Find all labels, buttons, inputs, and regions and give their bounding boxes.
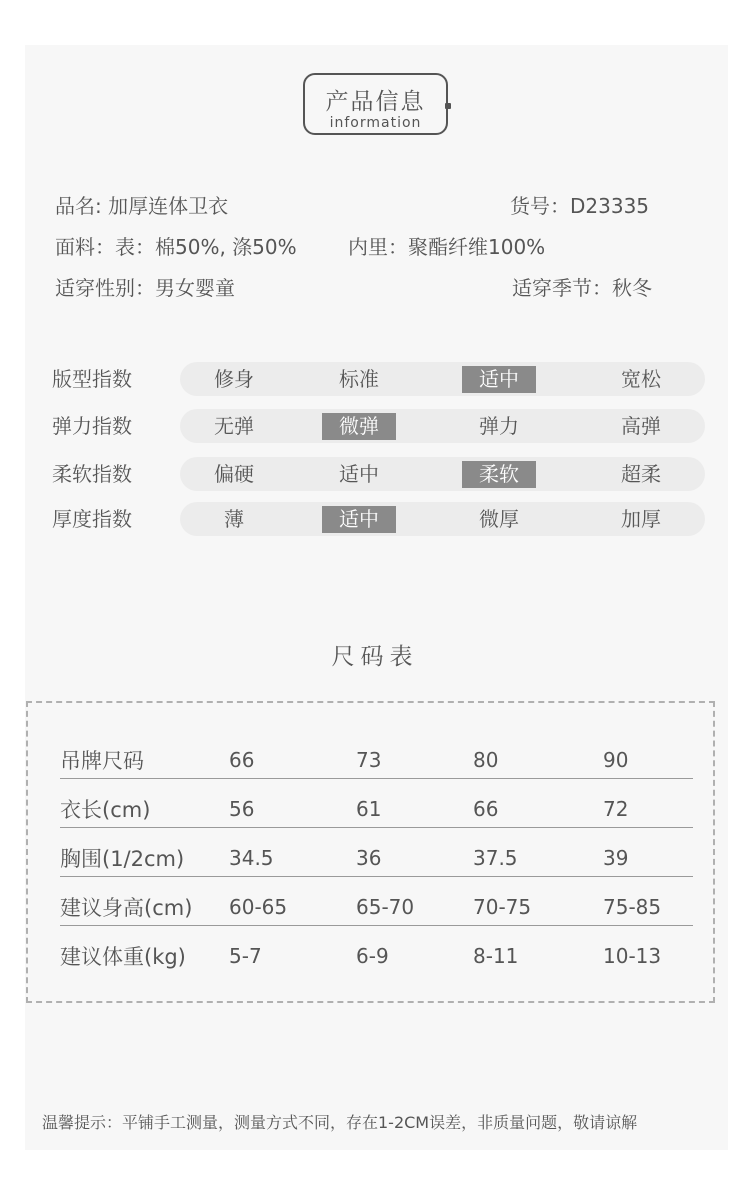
size-cell: 80 xyxy=(473,748,499,772)
index-option: 标准 xyxy=(339,367,379,391)
size-cell: 5-7 xyxy=(229,944,262,968)
index-option: 宽松 xyxy=(621,367,661,391)
index-option: 高弹 xyxy=(621,414,661,438)
index-option-selected: 柔软 xyxy=(462,461,536,488)
size-cell: 6-9 xyxy=(356,944,389,968)
size-cell: 75-85 xyxy=(603,895,662,919)
size-cell: 56 xyxy=(229,797,255,821)
row-divider xyxy=(60,827,693,828)
index-label: 柔软指数 xyxy=(52,462,132,486)
size-cell: 90 xyxy=(603,748,629,772)
fabric-material: 面料：表：棉50%, 涤50% xyxy=(55,235,297,259)
index-scale xyxy=(180,502,705,536)
index-option: 超柔 xyxy=(621,462,661,486)
index-scale xyxy=(180,409,705,443)
size-cell: 70-75 xyxy=(473,895,532,919)
size-cell: 10-13 xyxy=(603,944,662,968)
size-cell: 60-65 xyxy=(229,895,288,919)
size-cell: 61 xyxy=(356,797,382,821)
index-option-selected: 适中 xyxy=(322,506,396,533)
index-option-selected: 微弹 xyxy=(322,413,396,440)
index-option: 适中 xyxy=(339,462,379,486)
size-cell: 36 xyxy=(356,846,382,870)
size-cell: 73 xyxy=(356,748,382,772)
season: 适穿季节：秋冬 xyxy=(512,276,652,300)
target-gender: 适穿性别：男女婴童 xyxy=(55,276,235,300)
size-cell: 39 xyxy=(603,846,629,870)
index-option: 偏硬 xyxy=(214,462,254,486)
index-label: 版型指数 xyxy=(52,367,132,391)
section-title-badge xyxy=(303,73,448,135)
size-cell: 8-11 xyxy=(473,944,519,968)
size-cell: 37.5 xyxy=(473,846,518,870)
measurement-note: 温馨提示：平铺手工测量，测量方式不同，存在1-2CM误差，非质量问题，敬请谅解 xyxy=(42,1113,638,1132)
size-cell: 72 xyxy=(603,797,629,821)
row-divider xyxy=(60,925,693,926)
size-cell: 66 xyxy=(229,748,255,772)
size-table-title: 尺码表 xyxy=(331,644,419,670)
size-row-label: 胸围(1/2cm) xyxy=(60,847,185,871)
index-option: 修身 xyxy=(214,367,254,391)
size-row-label: 建议身高(cm) xyxy=(60,896,193,920)
index-option: 薄 xyxy=(224,507,244,531)
item-number: 货号：D23335 xyxy=(510,194,650,218)
index-label: 弹力指数 xyxy=(52,414,132,438)
size-row-label: 衣长(cm) xyxy=(60,798,151,822)
section-subtitle: information xyxy=(329,115,422,131)
index-option: 加厚 xyxy=(621,507,661,531)
index-label: 厚度指数 xyxy=(52,507,132,531)
row-divider xyxy=(60,876,693,877)
size-cell: 34.5 xyxy=(229,846,274,870)
index-option: 无弹 xyxy=(214,414,254,438)
row-divider xyxy=(60,778,693,779)
badge-dot xyxy=(445,103,451,109)
index-option-selected: 适中 xyxy=(462,366,536,393)
size-row-label: 吊牌尺码 xyxy=(60,749,144,773)
index-option: 弹力 xyxy=(479,414,519,438)
index-option: 微厚 xyxy=(479,507,519,531)
lining-material: 内里：聚酯纤维100% xyxy=(348,235,546,259)
index-scale xyxy=(180,457,705,491)
size-cell: 66 xyxy=(473,797,499,821)
product-name: 品名: 加厚连体卫衣 xyxy=(55,194,229,218)
size-row-label: 建议体重(kg) xyxy=(60,945,186,969)
size-cell: 65-70 xyxy=(356,895,415,919)
index-scale xyxy=(180,362,705,396)
section-title: 产品信息 xyxy=(325,89,426,115)
